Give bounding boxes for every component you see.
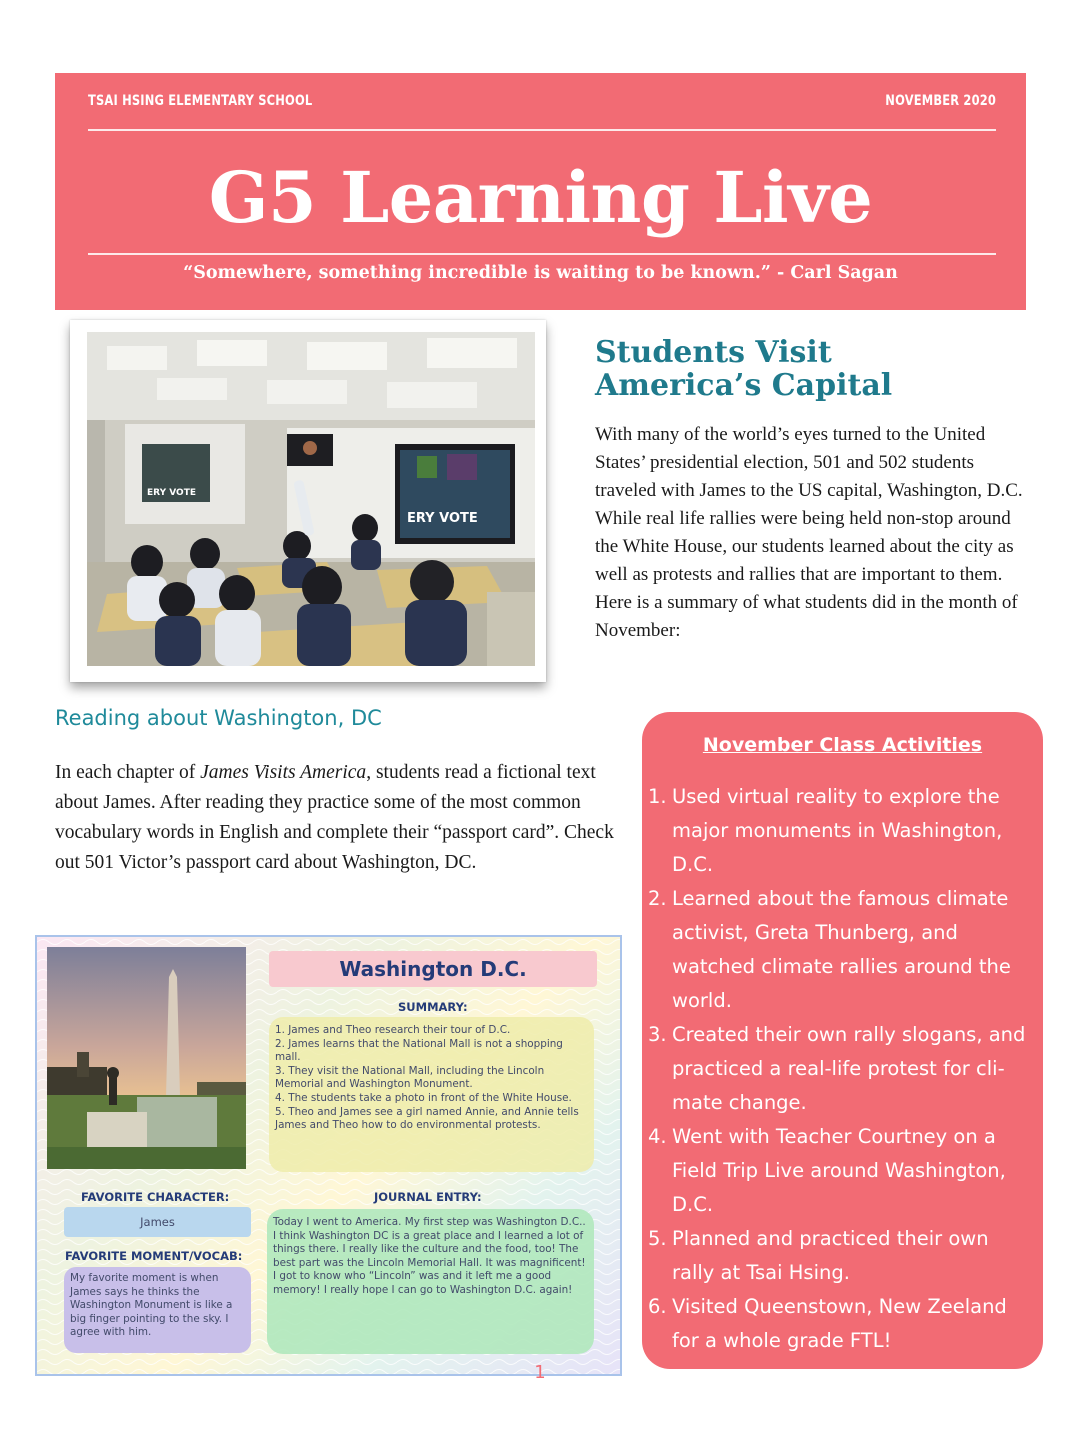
reading-body <box>55 758 635 878</box>
list-item-number: 4. <box>648 1125 667 1148</box>
masthead-divider-bottom <box>88 253 996 255</box>
list-item <box>648 1120 1035 1222</box>
masthead-divider-top <box>88 129 996 131</box>
list-item-number: 1. <box>648 785 667 808</box>
list-item <box>648 882 1035 1018</box>
list-item-text: Visited Queenstown, New Zeeland for a whole grade FTL! <box>672 1295 1007 1352</box>
reading-body-end: , students read a fictional text about James. After reading they practice some of the most common vocabulary words in English and complete their “passport card”. Check out 501 Victor’s passport card about Washington, DC. <box>55 762 614 873</box>
summary-box <box>269 1017 594 1172</box>
favorite-moment-box: My favorite moment is when James says he thinks the Washington Monument is like a big finger pointing to the sky. I agree with him. <box>64 1267 251 1353</box>
list-item-number: 5. <box>648 1227 667 1250</box>
newsletter-title: G5 Learning Live <box>208 156 873 239</box>
article-body: With many of the world’s eyes turned to the United States’ presidential election, 501 and 502 students traveled with James to the US capital, Washington, D.C. While real life rallies were being held non-stop around the White House, our students learned about the city as well as protests and rallies that are important to them. Here is a summary of what students did in the month of November: <box>595 424 1023 641</box>
article-title-line2: America’s Capital <box>595 368 893 403</box>
summary-line: 2. James learns that the National Mall is not a shopping mall. <box>275 1037 563 1064</box>
passport-card <box>35 935 622 1376</box>
journal-label: JOURNAL ENTRY: <box>374 1190 482 1204</box>
summary-line: 1. James and Theo research their tour of D.C. <box>275 1024 511 1036</box>
reading-heading: Reading about Washington, DC <box>55 706 382 730</box>
journal-box: Today I went to America. My first step was Washington D.C.. I think Washington DC is a great place and I learned a lot of things there. I really like the culture and the food, too! The best part was the Lincoln Memorial Hall. It was magnificent! I got to know who “Lincoln” was and it left me a good memory! I really hope I can go to Washington D.C. again! <box>267 1209 594 1354</box>
activities-title: November Class Activities <box>702 734 983 756</box>
article-title-line1: Students Visit <box>595 335 832 370</box>
summary-label: SUMMARY: <box>398 1000 468 1014</box>
favorite-moment-label: FAVORITE MOMENT/VOCAB: <box>65 1249 243 1263</box>
list-item-text: Planned and practiced their own rally at Tsai Hsing. <box>672 1227 989 1284</box>
washington-monument-photo <box>47 947 246 1169</box>
activities-list <box>648 780 1035 1358</box>
passport-title: Washington D.C. <box>269 951 597 987</box>
list-item <box>648 1222 1035 1290</box>
masthead <box>55 73 1026 310</box>
classroom-photo <box>87 332 535 666</box>
screen-text-right: ERY VOTE <box>407 511 478 526</box>
list-item-text: Created their own rally slogans, and practiced a real-life protest for cli-mate change. <box>672 1023 1026 1114</box>
list-item-number: 6. <box>648 1295 667 1318</box>
list-item <box>648 1018 1035 1120</box>
list-item-text: Used virtual reality to explore the major monuments in Washington, D.C. <box>672 785 1003 876</box>
masthead-quote: “Somewhere, something incredible is waiting to be known.” - Carl Sagan <box>183 263 898 283</box>
masthead-topline <box>88 93 996 117</box>
summary-line: 3. They visit the National Mall, including the Lincoln Memorial and Washington Monument. <box>275 1064 545 1091</box>
list-item-text: Learned about the famous climate activist, Greta Thunberg, and watched climate rallies around the world. <box>672 887 1011 1012</box>
screen-text-left: ERY VOTE <box>147 488 196 498</box>
list-item-number: 3. <box>648 1023 667 1046</box>
favorite-character-label: FAVORITE CHARACTER: <box>81 1190 230 1204</box>
classroom-photo-frame <box>70 320 546 682</box>
list-item <box>648 780 1035 882</box>
page-number: 1 <box>534 1362 546 1383</box>
activities-box <box>642 712 1043 1369</box>
reading-body-start: In each chapter of <box>55 762 201 783</box>
summary-line: 5. Theo and James see a girl named Annie, and Annie tells James and Theo how to do environmental protests. <box>275 1105 579 1132</box>
issue-date: NOVEMBER 2020 <box>885 93 996 109</box>
article-title <box>595 336 1015 402</box>
school-name: TSAI HSING ELEMENTARY SCHOOL <box>88 93 313 109</box>
favorite-character-value: James <box>64 1207 251 1237</box>
book-title: James Visits America <box>200 762 367 783</box>
list-item-number: 2. <box>648 887 667 910</box>
list-item <box>648 1290 1035 1358</box>
summary-line: 4. The students take a photo in front of the White House. <box>275 1091 572 1104</box>
list-item-text: Went with Teacher Courtney on a Field Trip Live around Washington, D.C. <box>672 1125 1006 1216</box>
